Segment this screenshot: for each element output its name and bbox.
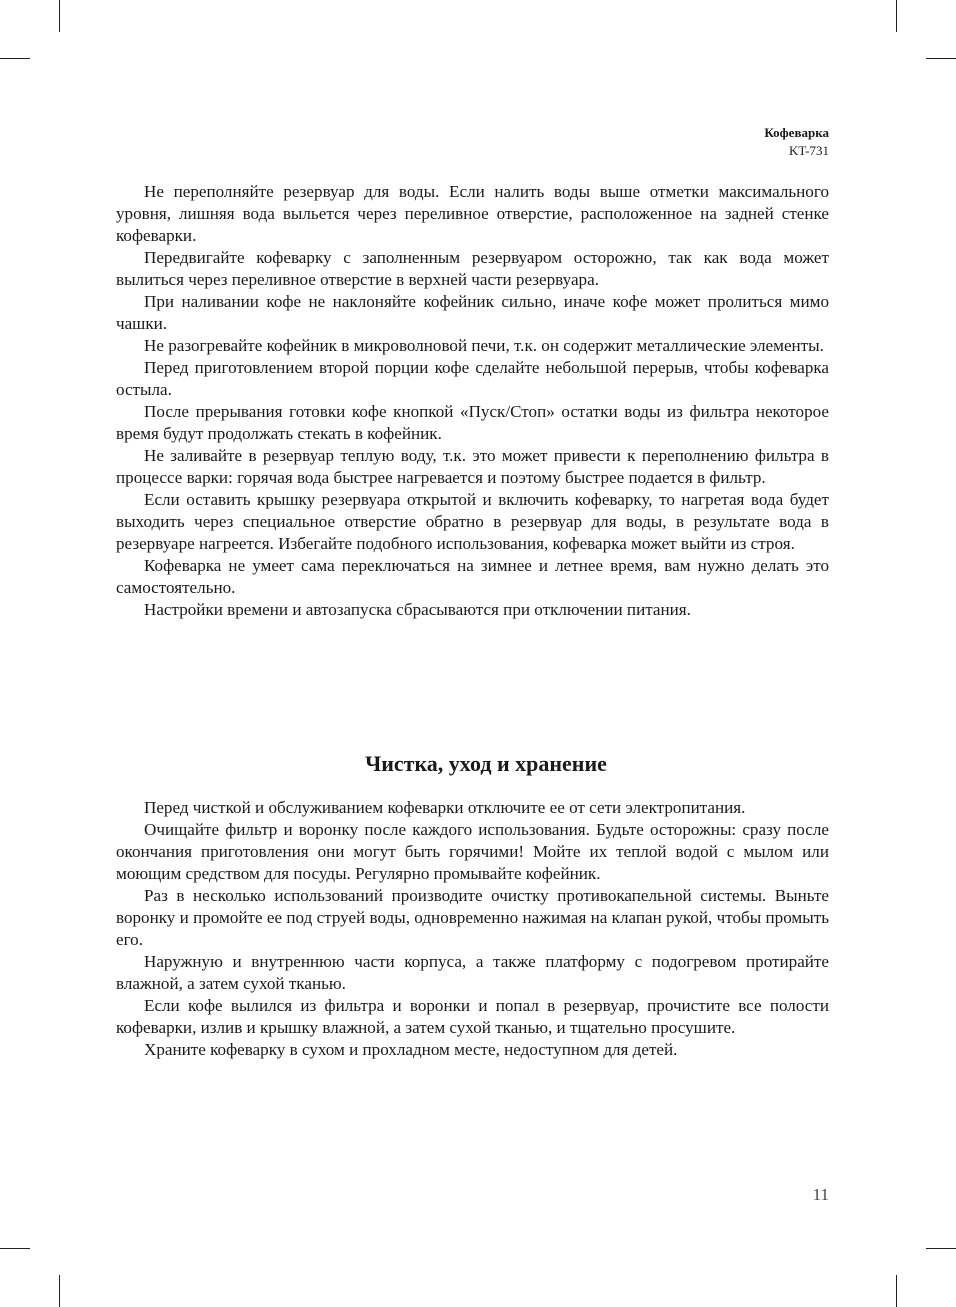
paragraph: Если кофе вылился из фильтра и воронки и попал в резервуар, прочистите все полости кофеварки, излив и крышку влажной, а затем сухой тканью, и тщательно просушите. bbox=[116, 996, 829, 1037]
crop-mark-top-left bbox=[59, 0, 60, 32]
paragraph: Настройки времени и автозапуска сбрасываются при отключении питания. bbox=[144, 600, 691, 619]
crop-mark-bottom-right bbox=[896, 1275, 897, 1307]
paragraph: Раз в несколько использований производите очистку противокапельной системы. Выньте воронку и промойте ее под струей воды, одновременно нажимая на клапан рукой, чтобы промыть его. bbox=[116, 886, 829, 949]
precautions-text bbox=[116, 181, 829, 621]
paragraph: Не разогревайте кофейник в микроволновой печи, т.к. он содержит металлические элементы. bbox=[144, 336, 824, 355]
paragraph: Не заливайте в резервуар теплую воду, т.к. это может привести к переполнению фильтра в процессе варки: горячая вода быстрее нагревается и поэтому быстрее подается в фильтр. bbox=[116, 446, 829, 487]
cleaning-text bbox=[116, 797, 829, 1061]
page-number: 11 bbox=[812, 1185, 829, 1204]
paragraph: Храните кофеварку в сухом и прохладном месте, недоступном для детей. bbox=[144, 1040, 678, 1059]
running-header bbox=[764, 124, 829, 160]
header-model: KT-731 bbox=[789, 143, 829, 158]
paragraph: Если оставить крышку резервуара открытой и включить кофеварку, то нагретая вода будет выходить через специальное отверстие обратно в резервуар для воды, в результате вода в резервуаре нагреется. Избегайте подобного использования, кофеварка может выйти из строя. bbox=[116, 490, 829, 553]
paragraph: Передвигайте кофеварку с заполненным резервуаром осторожно, так как вода может вылиться через переливное отверстие в верхней части резервуара. bbox=[116, 248, 829, 289]
crop-mark-bottom-left bbox=[59, 1275, 60, 1307]
section-title: Чистка, уход и хранение bbox=[365, 751, 607, 776]
paragraph: Наружную и внутреннюю части корпуса, а также платформу с подогревом протирайте влажной, а затем сухой тканью. bbox=[116, 952, 829, 993]
paragraph: Перед приготовлением второй порции кофе сделайте небольшой перерыв, чтобы кофеварка остыла. bbox=[116, 358, 829, 399]
paragraph: При наливании кофе не наклоняйте кофейник сильно, иначе кофе может пролиться мимо чашки. bbox=[116, 292, 829, 333]
crop-mark-left-top bbox=[0, 58, 30, 59]
crop-mark-right-bottom bbox=[926, 1248, 956, 1249]
paragraph: Очищайте фильтр и воронку после каждого использования. Будьте осторожны: сразу после окончания приготовления они могут быть горячими! Мойте их теплой водой с мылом или моющим средством для посуды. Регулярно промывайте кофейник. bbox=[116, 820, 829, 883]
paragraph: Не переполняйте резервуар для воды. Если налить воды выше отметки максимального уровня, лишняя вода выльется через переливное отверстие, расположенное на задней стенке кофеварки. bbox=[116, 182, 829, 245]
paragraph: После прерывания готовки кофе кнопкой «Пуск/Стоп» остатки воды из фильтра некоторое время будут продолжать стекать в кофейник. bbox=[116, 402, 829, 443]
header-product: Кофеварка bbox=[764, 125, 829, 140]
paragraph: Перед чисткой и обслуживанием кофеварки отключите ее от сети электропитания. bbox=[144, 798, 746, 817]
crop-mark-left-bottom bbox=[0, 1248, 30, 1249]
paragraph: Кофеварка не умеет сама переключаться на зимнее и летнее время, вам нужно делать это самостоятельно. bbox=[116, 556, 829, 597]
crop-mark-right-top bbox=[926, 58, 956, 59]
crop-mark-top-right bbox=[896, 0, 897, 32]
